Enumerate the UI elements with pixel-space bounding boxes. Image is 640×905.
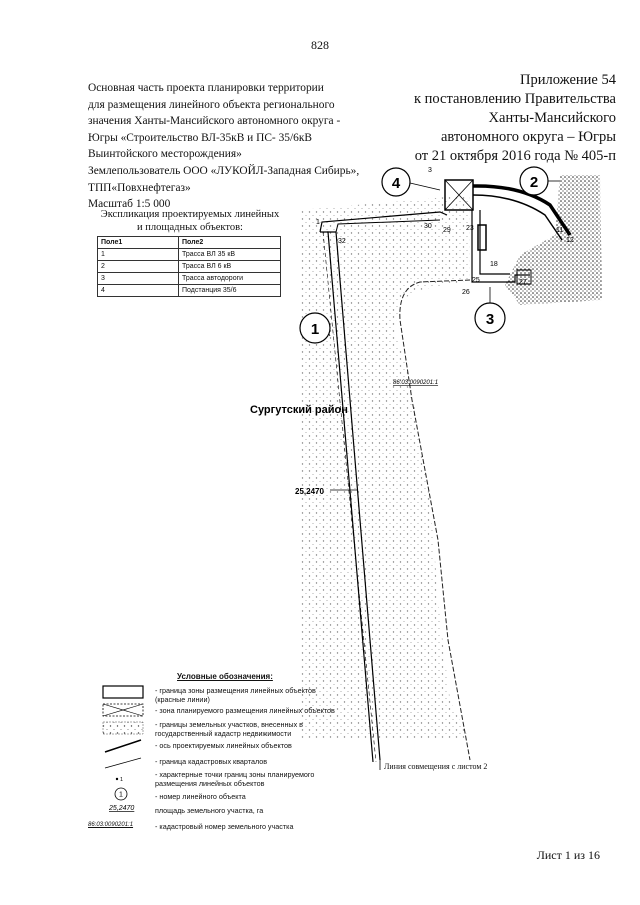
header-left-line: ТПП«Повхнефтегаз» <box>88 181 191 194</box>
marker-object-3 <box>475 303 505 333</box>
point-number: 1 <box>316 219 320 226</box>
legend-item: - граница кадастровых кварталов <box>155 757 268 766</box>
header-left-line: для размещения линейного объекта регионального <box>88 98 335 111</box>
header-right-line: к постановлению Правительства <box>414 91 616 107</box>
legend-symbol-number-label: 1 <box>119 791 123 799</box>
header-left-line: Выинтойского месторождения» <box>88 148 242 161</box>
header-right-line: от 21 октября 2016 года № 405-п <box>414 148 616 164</box>
table-header: Поле1 <box>98 237 179 249</box>
table-row <box>98 261 281 273</box>
marker-label-2: 2 <box>529 174 539 191</box>
point-number: 23 <box>466 225 474 232</box>
legend-item: площадь земельного участка, га <box>155 806 264 815</box>
table-header-row <box>98 237 281 249</box>
header-left-line: Масштаб 1:5 000 <box>88 198 171 211</box>
marker-label-4: 4 <box>391 175 401 192</box>
table-cell: Подстанция 35/6 <box>179 285 281 297</box>
header-right <box>316 71 616 166</box>
table-row <box>98 285 281 297</box>
table-header: Поле2 <box>179 237 281 249</box>
legend-symbol-point-label: 1 <box>120 777 124 783</box>
legend-symbols <box>95 682 155 832</box>
sheet-counter: Лист 1 из 16 <box>536 848 600 862</box>
header-right-line: Приложение 54 <box>520 72 616 88</box>
legend-item: - характерные точки границ зоны планируемого размещения линейных объектов <box>155 770 315 788</box>
explication-title-line: и площадных объектов: <box>137 222 243 233</box>
point-number: 11 <box>556 227 564 234</box>
point-number: 18 <box>490 261 498 268</box>
point-number: 30 <box>424 223 432 230</box>
point-number: 26 <box>462 289 470 296</box>
legend-title: Условные обозначения: <box>177 672 273 681</box>
table-row <box>98 249 281 261</box>
marker-label-1: 1 <box>310 321 320 338</box>
marker-object-2 <box>520 167 548 195</box>
header-right-line: Ханты-Мансийского <box>488 110 616 126</box>
table-cell: Трасса ВЛ 6 кВ <box>179 261 281 273</box>
legend-item: - граница зоны размещения линейных объектов (красные линии) <box>155 686 316 704</box>
point-number: 27 <box>519 279 527 286</box>
header-left-line: Основная часть проекта планировки территории <box>88 82 324 94</box>
legend-symbol-parcels <box>103 722 143 734</box>
legend-symbol-point <box>116 778 118 780</box>
legend-item: - зона планируемого размещения линейных объектов <box>155 706 335 715</box>
legend-item: - ось проектируемых линейных объектов <box>155 741 292 750</box>
legend-item: - границы земельных участков, внесенных в государственный кадастр недвижимости <box>155 720 303 738</box>
table-cell: 1 <box>98 249 179 261</box>
table-cell: 3 <box>98 273 179 285</box>
legend-symbol-boundary <box>103 686 143 698</box>
page-number: 828 <box>311 38 329 52</box>
marker-label-3: 3 <box>485 311 495 328</box>
marker-object-1 <box>300 313 330 343</box>
legend-symbol-axis <box>105 740 141 752</box>
explication-table <box>97 236 281 297</box>
table-row <box>98 273 281 285</box>
table-cell: 4 <box>98 285 179 297</box>
point-number: 29 <box>443 227 451 234</box>
cadastral-label: 86:03:0090201:1 <box>393 380 439 386</box>
legend-item: - кадастровый номер земельного участка <box>155 822 294 831</box>
legend-symbol-area-label: 25,2470 <box>109 805 135 812</box>
explication-title-line: Экспликация проектируемых линейных <box>100 209 280 220</box>
header-left-line: Землепользователь ООО «ЛУКОЙЛ-Западная Сибирь», <box>88 164 360 177</box>
area-label: 25,2470 <box>295 487 324 496</box>
header-right-line: автономного округа – Югры <box>440 129 616 145</box>
sheet-junction-label: Линия совмещения с листом 2 <box>384 762 488 771</box>
legend-symbol-cadastral-label: 86:03:0090201:1 <box>88 822 134 828</box>
table-cell: Трасса ВЛ 35 кВ <box>179 249 281 261</box>
point-number: 32 <box>338 238 346 245</box>
legend-symbol-zone <box>103 704 143 716</box>
header-left-line: Югры «Строительство ВЛ-35кВ и ПС- 35/6кВ <box>88 131 312 144</box>
table-cell: Трасса автодороги <box>179 273 281 285</box>
legend-symbol-quarter <box>105 758 141 768</box>
explication-title <box>95 208 285 234</box>
header-left-line: значения Ханты-Мансийского автономного округа - <box>88 115 341 128</box>
region-label: Сургутский район <box>250 404 348 416</box>
table-cell: 2 <box>98 261 179 273</box>
point-number: 12 <box>566 237 574 244</box>
point-number: 25 <box>472 277 480 284</box>
legend-item: - номер линейного объекта <box>155 792 246 801</box>
point-number: 3 <box>428 167 432 174</box>
